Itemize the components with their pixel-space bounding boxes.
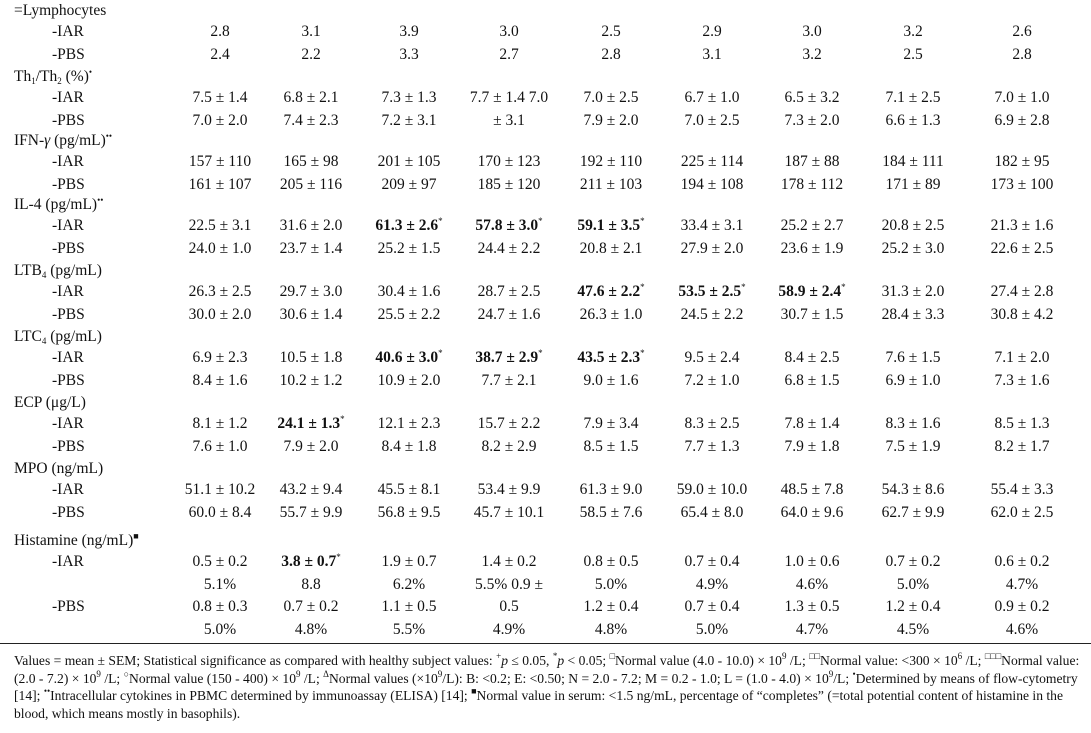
table-cell: 1.0 ± 0.6	[784, 553, 840, 570]
table-cell: 182 ± 95	[994, 153, 1050, 170]
table-cell: 26.3 ± 2.5	[188, 283, 252, 300]
table-cell: 24.0 ± 1.0	[188, 239, 252, 257]
table-cell: 2.5	[601, 23, 621, 40]
table-cell: 8.2 ± 1.7	[994, 437, 1050, 455]
table-cell: 2.9	[702, 23, 722, 40]
table-cell: 178 ± 112	[780, 175, 844, 193]
section-label: MPO (ng/mL)	[14, 460, 104, 477]
table-cell: 8.4 ± 1.8	[381, 437, 437, 455]
row-label: -IAR	[52, 553, 84, 570]
table-cell: 56.8 ± 9.5	[377, 503, 441, 521]
section-label: IFN-γ (pg/mL)••	[14, 131, 113, 149]
table-cell: 7.0 ± 1.0	[994, 89, 1050, 106]
table-cell: 30.7 ± 1.5	[780, 305, 844, 323]
section-label: Histamine (ng/mL)■	[14, 531, 139, 549]
table-cell: 184 ± 111	[882, 153, 944, 170]
table-cell: 185 ± 120	[477, 175, 541, 193]
table-cell: 2.8	[1012, 45, 1032, 63]
table-cell: 5.5% 0.9 ±	[475, 575, 543, 593]
table-cell: 4.8%	[294, 620, 328, 638]
table-cell: 3.1	[301, 23, 321, 40]
row-label: -PBS	[52, 371, 85, 389]
table-cell: 8.4 ± 2.5	[784, 349, 840, 366]
table-cell: 61.3 ± 9.0	[579, 481, 643, 498]
table-cell: 62.7 ± 9.9	[881, 503, 945, 521]
row-label: -IAR	[52, 23, 84, 40]
table-cell: 7.1 ± 2.0	[994, 349, 1050, 366]
table-cell: 24.4 ± 2.2	[477, 239, 541, 257]
table-cell: 10.9 ± 2.0	[377, 371, 441, 389]
table-cell: 6.5 ± 3.2	[784, 89, 840, 106]
table-cell: 30.6 ± 1.4	[279, 305, 343, 323]
table-cell: 30.4 ± 1.6	[377, 283, 441, 300]
table-cell: 5.0%	[203, 620, 237, 638]
table-cell: 4.9%	[492, 620, 526, 638]
table-cell: 58.5 ± 7.6	[579, 503, 643, 521]
table-cell: 7.2 ± 3.1	[381, 111, 437, 129]
table-cell: 38.7 ± 2.9*	[475, 348, 543, 366]
table-cell: 4.5%	[896, 620, 930, 638]
table-cell: 8.4 ± 1.6	[192, 371, 248, 389]
table-cell: 65.4 ± 8.0	[680, 503, 744, 521]
table-cell: 187 ± 88	[784, 153, 840, 170]
table-cell: 24.5 ± 2.2	[680, 305, 744, 323]
table-cell: 201 ± 105	[377, 153, 441, 170]
table-cell: 1.2 ± 0.4	[583, 598, 639, 615]
table-cell: 25.2 ± 2.7	[780, 217, 844, 234]
table-cell: 8.5 ± 1.5	[583, 437, 639, 455]
table-cell: 31.3 ± 2.0	[881, 283, 945, 300]
table-cell: 7.0 ± 2.5	[684, 111, 740, 129]
table-cell: 55.7 ± 9.9	[279, 503, 343, 521]
table-cell: 9.5 ± 2.4	[684, 349, 740, 366]
table-cell: 7.9 ± 3.4	[583, 415, 639, 432]
table-cell: 7.3 ± 2.0	[784, 111, 840, 129]
table-cell: 8.5 ± 1.3	[994, 415, 1050, 432]
table-cell: 8.3 ± 2.5	[684, 415, 740, 432]
table-cell: 55.4 ± 3.3	[990, 481, 1054, 498]
table-cell: 4.7%	[795, 620, 829, 638]
table-cell: 33.4 ± 3.1	[680, 217, 744, 234]
table-cell: 4.6%	[795, 575, 829, 593]
table-cell: 0.7 ± 0.2	[283, 598, 339, 615]
table-cell: 3.1	[702, 45, 722, 63]
table-cell: 53.4 ± 9.9	[477, 481, 541, 498]
table-cell: 7.3 ± 1.3	[381, 89, 437, 106]
table-cell: 2.8	[210, 23, 230, 40]
table-cell: 51.1 ± 10.2	[184, 481, 256, 498]
table-cell: 4.6%	[1005, 620, 1039, 638]
table-cell: 8.3 ± 1.6	[885, 415, 941, 432]
table-cell: 61.3 ± 2.6*	[375, 216, 443, 234]
table-cell: 1.4 ± 0.2	[481, 553, 537, 570]
table-cell: 3.9	[399, 23, 419, 40]
table-cell: 24.7 ± 1.6	[477, 305, 541, 323]
table-cell: 54.3 ± 8.6	[881, 481, 945, 498]
table-cell: 2.7	[499, 45, 519, 63]
table-cell: 27.4 ± 2.8	[990, 283, 1054, 300]
section-label: =Lymphocytes	[14, 2, 107, 19]
table-cell: 0.7 ± 0.4	[684, 553, 740, 570]
table-cell: 8.8	[301, 575, 321, 593]
table-cell: 5.0%	[695, 620, 729, 638]
row-label: -PBS	[52, 111, 85, 129]
table-cell: 211 ± 103	[579, 175, 643, 193]
footnote-text: Values = mean ± SEM; Statistical significance as compared with healthy subject values: +p ≤ 0.05, *p < 0.05; □Normal value $(4.0 - 10.0) \times 10^9$ /L; □□Normal value: $<300 \times 10^6$ /L; □□□Normal value: $(2.0 - 7.2) \times 10^9$ /L; ○Normal value $(150 - 400) \times 10^9$ /L; $^\Delta$Normal values $(\times 10^9/L)$: B: <0.2; E: <0.50; N = 2.0 - 7.2; M = 0.2 - 1.0; $L = (1.0 - 4.0) \times 10^9/L$; •Determined by means of flow-cytometry [14]; ••Intracellular cytokines in PBMC determined by immunoassay (ELISA) [14]; ■Normal value in serum: <1.5 ng/mL, percentage of “completes” (=total potential content of histamine in the blood, which means mostly in basophils).	[14, 651, 1080, 721]
table-cell: 23.7 ± 1.4	[279, 239, 343, 257]
row-label: -PBS	[52, 45, 85, 63]
table-cell: 0.5	[499, 598, 519, 615]
table-cell: 209 ± 97	[381, 175, 437, 193]
table-cell: 8.2 ± 2.9	[481, 437, 537, 455]
table-cell: 171 ± 89	[885, 175, 941, 193]
table-cell: 43.2 ± 9.4	[279, 481, 343, 498]
table-cell: 62.0 ± 2.5	[990, 503, 1054, 521]
table-cell: 59.0 ± 10.0	[676, 481, 748, 498]
table-cell: 45.5 ± 8.1	[377, 481, 441, 498]
row-label: -IAR	[52, 283, 84, 300]
table-cell: 170 ± 123	[477, 153, 541, 170]
table-cell: 3.0	[499, 23, 519, 40]
table-cell: 2.2	[301, 45, 321, 63]
table-cell: 9.0 ± 1.6	[583, 371, 639, 389]
row-label: -PBS	[52, 437, 85, 455]
table-cell: 1.2 ± 0.4	[885, 598, 941, 615]
table-cell: 7.1 ± 2.5	[885, 89, 941, 106]
table-cell: 7.5 ± 1.4	[192, 89, 248, 106]
table-cell: 7.0 ± 2.0	[192, 111, 248, 129]
table-cell: 7.3 ± 1.6	[994, 371, 1050, 389]
table-cell: 161 ± 107	[188, 175, 252, 193]
row-label: -PBS	[52, 598, 85, 615]
table-cell: 53.5 ± 2.5*	[678, 282, 746, 300]
table-cell: 2.8	[601, 45, 621, 63]
table-cell: 7.6 ± 1.5	[885, 349, 941, 366]
table-cell: 7.5 ± 1.9	[885, 437, 941, 455]
table-cell: 1.3 ± 0.5	[784, 598, 840, 615]
table-cell: 6.2%	[392, 575, 426, 593]
table-cell: 165 ± 98	[283, 153, 339, 170]
table-cell: 59.1 ± 3.5*	[577, 216, 645, 234]
table-cell: 194 ± 108	[680, 175, 744, 193]
table-cell: 4.9%	[695, 575, 729, 593]
table-cell: 6.9 ± 2.8	[994, 111, 1050, 129]
table-cell: 0.9 ± 0.2	[994, 598, 1050, 615]
row-label: -IAR	[52, 481, 84, 498]
table-cell: 22.5 ± 3.1	[188, 217, 252, 234]
table-cell: 28.4 ± 3.3	[881, 305, 945, 323]
table-cell: 28.7 ± 2.5	[477, 283, 541, 300]
table-cell: 6.6 ± 1.3	[885, 111, 941, 129]
table-cell: 22.6 ± 2.5	[990, 239, 1054, 257]
table-bottom-rule	[0, 643, 1091, 644]
table-cell: 45.7 ± 10.1	[473, 503, 545, 521]
table-cell: 29.7 ± 3.0	[279, 283, 343, 300]
table-cell: 57.8 ± 3.0*	[475, 216, 543, 234]
row-label: -PBS	[52, 305, 85, 323]
table-cell: 25.2 ± 1.5	[377, 239, 441, 257]
row-label: -PBS	[52, 239, 85, 257]
table-cell: 48.5 ± 7.8	[780, 481, 844, 498]
table-cell: 7.9 ± 2.0	[583, 111, 639, 129]
table-cell: 225 ± 114	[680, 153, 744, 170]
row-label: -PBS	[52, 503, 85, 521]
section-label: $Th_1/Th_2$ (%)•	[14, 67, 93, 86]
table-cell: 25.2 ± 3.0	[881, 239, 945, 257]
table-cell: 7.8 ± 1.4	[784, 415, 840, 432]
table-cell: 26.3 ± 1.0	[579, 305, 643, 323]
table-cell: 3.2	[903, 23, 923, 40]
table-cell: 3.0	[802, 23, 822, 40]
table-cell: 1.1 ± 0.5	[381, 598, 437, 615]
table-cell: 205 ± 116	[279, 175, 343, 193]
row-label: -IAR	[52, 415, 84, 432]
table-cell: 6.9 ± 2.3	[192, 349, 248, 366]
table-cell: 40.6 ± 3.0*	[375, 348, 443, 366]
table-cell: 7.7 ± 1.3	[684, 437, 740, 455]
row-label: -PBS	[52, 175, 85, 193]
table-cell: 5.0%	[896, 575, 930, 593]
table-cell: 3.8 ± 0.7*	[281, 552, 341, 570]
table-cell: 2.5	[903, 45, 923, 63]
table-cell: 0.8 ± 0.3	[192, 598, 248, 615]
table-cell: 1.9 ± 0.7	[381, 553, 437, 570]
table-cell: 6.8 ± 2.1	[283, 89, 339, 106]
table-cell: 27.9 ± 2.0	[680, 239, 744, 257]
table-cell: 5.0%	[594, 575, 628, 593]
table-cell: 31.6 ± 2.0	[279, 217, 343, 234]
table-cell: 7.6 ± 1.0	[192, 437, 248, 455]
row-label: -IAR	[52, 349, 84, 366]
row-label: -IAR	[52, 217, 84, 234]
table-cell: 7.9 ± 1.8	[784, 437, 840, 455]
table-cell: 7.0 ± 2.5	[583, 89, 639, 106]
table-cell: 64.0 ± 9.6	[780, 503, 844, 521]
table-cell: 3.3	[399, 45, 419, 63]
table-cell: 7.7 ± 2.1	[481, 371, 537, 389]
table-cell: 24.1 ± 1.3*	[277, 414, 345, 432]
table-cell: 0.8 ± 0.5	[583, 553, 639, 570]
table-cell: 5.1%	[203, 575, 237, 593]
table-cell: 0.6 ± 0.2	[994, 553, 1050, 570]
table-cell: 10.5 ± 1.8	[279, 349, 343, 366]
table-cell: 2.4	[210, 45, 230, 63]
table-cell: 3.2	[802, 45, 822, 63]
table-cell: 12.1 ± 2.3	[377, 415, 441, 432]
table-cell: 6.9 ± 1.0	[885, 371, 941, 389]
row-label: -IAR	[52, 89, 84, 106]
table-cell: 157 ± 110	[188, 153, 252, 170]
table-cell: 0.5 ± 0.2	[192, 553, 248, 570]
table-cell: 47.6 ± 2.2*	[577, 282, 645, 300]
table-cell: 0.7 ± 0.2	[885, 553, 941, 570]
table-cell: 20.8 ± 2.1	[579, 239, 643, 257]
table-cell: 7.4 ± 2.3	[283, 111, 339, 129]
table-cell: 6.8 ± 1.5	[784, 371, 840, 389]
table-footnote	[14, 652, 1086, 722]
table-cell: 5.5%	[392, 620, 426, 638]
row-label: -IAR	[52, 153, 84, 170]
table-cell: 2.6	[1012, 23, 1032, 40]
table-cell: 58.9 ± 2.4*	[778, 282, 846, 300]
table-cell: 7.9 ± 2.0	[283, 437, 339, 455]
table-cell: 10.2 ± 1.2	[279, 371, 343, 389]
table-cell: 4.7%	[1005, 575, 1039, 593]
table-cell: 8.1 ± 1.2	[192, 415, 248, 432]
table-cell: 23.6 ± 1.9	[780, 239, 844, 257]
section-label: ECP (μg/L)	[14, 394, 86, 411]
table-cell: 0.7 ± 0.4	[684, 598, 740, 615]
table-cell: 15.7 ± 2.2	[477, 415, 541, 432]
table-cell: 21.3 ± 1.6	[990, 217, 1054, 234]
table-cell: 25.5 ± 2.2	[377, 305, 441, 323]
table-cell: ± 3.1	[493, 111, 525, 129]
table-cell: 7.2 ± 1.0	[684, 371, 740, 389]
table-cell: 7.7 ± 1.4 7.0	[469, 89, 549, 106]
section-label: $LTC_4$ (pg/mL)	[14, 328, 102, 346]
table-cell: 30.8 ± 4.2	[990, 305, 1054, 323]
table-cell: 20.8 ± 2.5	[881, 217, 945, 234]
section-label: $LTB_4$ (pg/mL)	[14, 262, 102, 280]
table-cell: 4.8%	[594, 620, 628, 638]
table-cell: 192 ± 110	[579, 153, 643, 170]
table-cell: 43.5 ± 2.3*	[577, 348, 645, 366]
table-cell: 173 ± 100	[990, 175, 1054, 193]
section-label: IL-4 (pg/mL)••	[14, 195, 104, 213]
table-cell: 60.0 ± 8.4	[188, 503, 252, 521]
table-cell: 6.7 ± 1.0	[684, 89, 740, 106]
table-cell: 30.0 ± 2.0	[188, 305, 252, 323]
